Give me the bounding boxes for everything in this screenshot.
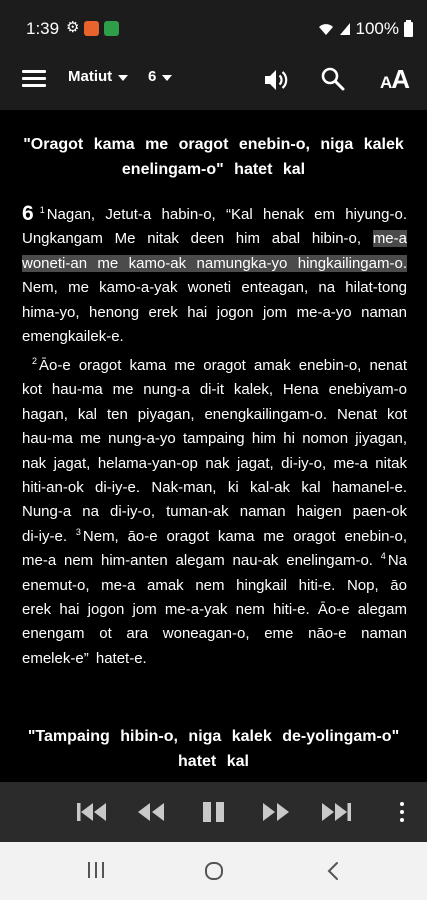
status-system-icons [318,19,413,39]
book-selector[interactable] [68,68,128,85]
paragraph-2 [22,354,407,671]
status-time: 1:39 [26,19,60,38]
hamburger-menu-icon[interactable] [22,70,46,90]
book-dropdown-caret-icon [118,75,128,81]
chapter-number-label: 6 [22,202,34,225]
reader-toolbar [0,58,427,110]
skip-next-icon[interactable] [320,801,352,823]
settings-gear-icon: ⚙ [66,19,80,36]
verse-text[interactable]: Nem, me kamo-a-yak woneti enteagan, na hilat-tong hima-yo, henong erek hai jogon jom me-a-yo naman emengkailek-e. [22,279,407,346]
magnifier-icon[interactable] [320,66,346,92]
pause-icon[interactable] [202,801,226,823]
section-heading-2: "Tampaing hibin-o, niga kalek de-yolingam-o" hatet kal [27,728,400,770]
verse-number: 3 [75,526,81,537]
signal-icon [339,22,351,36]
book-name: Matiut [68,68,113,85]
audio-player-bar [0,782,427,842]
speaker-icon[interactable] [262,66,290,94]
verse-text[interactable]: Nem, āo-e oragot kama me oragot enebin-o, me-a nem him-anten alegam nau-ak enelingam-o. [22,527,407,570]
recent-apps-icon[interactable] [86,861,106,879]
verse-text[interactable]: Nagan, Jetut-a habin-o, “Kal henak em hiyung-o. Ungkangam Me nitak deen him abal hibin-o, [22,206,407,248]
section-heading: "Oragot kama me oragot enebin-o, niga kalek enelingam-o" hatet kal [23,136,404,178]
fast-forward-icon[interactable] [261,801,291,823]
app-notification-icon-2 [104,21,119,36]
status-bar [0,0,427,58]
app-notification-icon [84,21,99,36]
vertical-dots-icon[interactable] [400,802,405,824]
chapter-number: 6 [148,68,157,85]
verse-text[interactable]: Āo-e oragot kama me oragot amak enebin-o, nenat kot hau-ma me nung-a di-it kalek, Hena enebiyam-o hagan, kal ten piyagan, enengkailingam-o. Nenat kot hau-ma me nung-a-yo tampaing him hi nomon jiyagan, nak jagat, helama-yan-op nak jagat, di-iy-o, me-a nitak hiti-an-ok di-iy-e. Nak-man, ki kal-ak kal hamanel-e. Nung-a na di-iy-o, tuman-ak naman haigen paen-ok di-iy-e. [22,357,407,545]
battery-percent: 100% [355,19,399,38]
home-icon[interactable] [204,861,224,881]
battery-icon [404,22,413,37]
verse-number: 2 [32,356,38,366]
highlighted-verse-text[interactable]: me-a woneti-an me kamo-ak namungka-yo hingkailingam-o. [22,230,407,272]
skip-previous-icon[interactable] [76,801,108,823]
chapter-selector[interactable] [148,68,172,85]
rewind-icon[interactable] [136,801,166,823]
verse-number: 4 [380,551,386,562]
text-size-icon[interactable]: AA [380,64,410,94]
chapter-dropdown-caret-icon [162,75,172,81]
scripture-text [0,110,427,782]
back-icon[interactable] [326,861,340,881]
system-navigation-bar [0,842,427,900]
wifi-icon [318,22,334,36]
verse-text[interactable]: Na enemut-o, me-a amak nem hingkail hiti-e. Nop, āo erek hai jogon jom me-a-yak nem hiti-e. Āo-e alegam enengam ot ara woneagan-o, eme nāo-e naman emelek-e” hatet-e. [22,552,407,667]
status-notification-icons [66,20,119,36]
verse-number: 1 [39,205,45,215]
paragraph-1 [22,202,407,349]
